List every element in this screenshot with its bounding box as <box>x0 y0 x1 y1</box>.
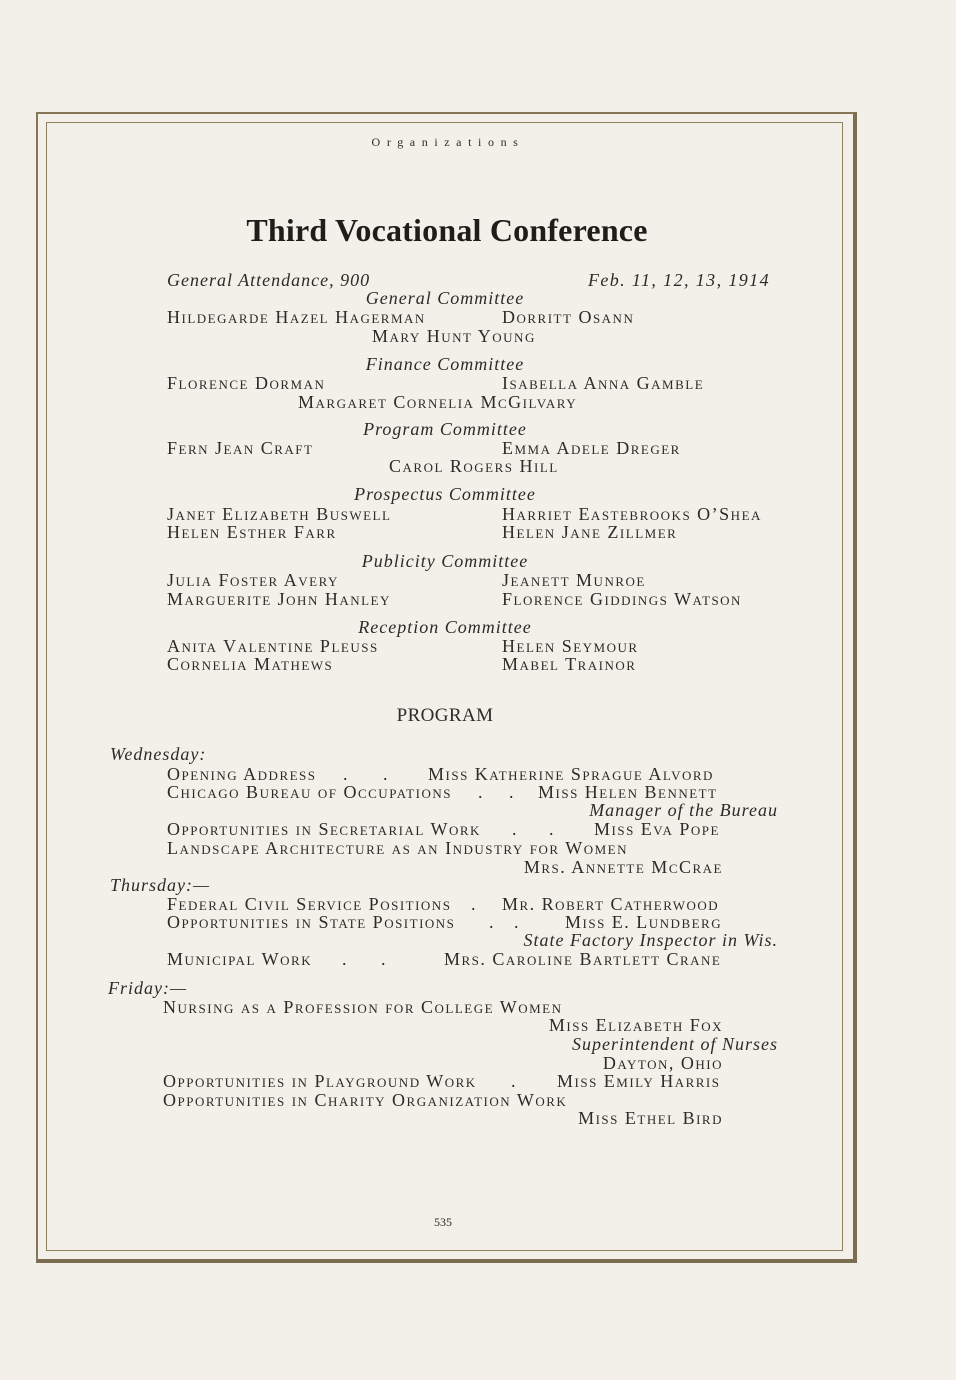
dot-leader: . <box>511 1071 516 1091</box>
committee-member: Florence Dorman <box>167 373 326 393</box>
page-title: Third Vocational Conference <box>246 212 648 248</box>
conference-dates: Feb. 11, 12, 13, 1914 <box>587 270 770 290</box>
committee-member: Helen Jane Zillmer <box>502 522 678 542</box>
committee-member: Jeanett Munroe <box>502 570 646 590</box>
program-heading: PROGRAM <box>396 705 494 726</box>
committee-member: Florence Giddings Watson <box>502 589 742 609</box>
dot-leader: . <box>471 894 476 914</box>
committee-member: Mary Hunt Young <box>372 326 536 346</box>
committee-member: Isabella Anna Gamble <box>502 373 705 393</box>
program-item-title: Opportunities in Playground Work <box>163 1071 477 1091</box>
dot-leader: . . <box>512 819 554 839</box>
attendance: General Attendance, 900 <box>167 270 371 290</box>
speaker-title: State Factory Inspector in Wis. <box>523 930 778 950</box>
program-day-label: Wednesday: <box>110 744 207 764</box>
committee-member: Dorritt Osann <box>502 307 635 327</box>
speaker-title: Manager of the Bureau <box>589 800 778 820</box>
speaker-location: Dayton, Ohio <box>602 1053 723 1073</box>
committee-member: Anita Valentine Pleuss <box>167 636 379 656</box>
committee-member: Emma Adele Dreger <box>502 438 681 458</box>
committee-member: Julia Foster Avery <box>167 570 339 590</box>
committee-member: Hildegarde Hazel Hagerman <box>167 307 426 327</box>
committee-member: Mabel Trainor <box>502 654 637 674</box>
dot-leader: . . <box>342 949 386 969</box>
program-item-speaker: Miss E. Lundberg <box>565 912 723 932</box>
program-item-title: Opportunities in Secretarial Work <box>167 819 481 839</box>
committee-heading: Finance Committee <box>365 354 525 374</box>
program-item-speaker: Miss Elizabeth Fox <box>548 1015 723 1035</box>
committee-member: Cornelia Mathews <box>167 654 334 674</box>
program-item-title: Nursing as a Profession for College Women <box>163 997 563 1017</box>
committee-heading: Publicity Committee <box>361 551 529 571</box>
committee-heading: Prospectus Committee <box>354 484 536 504</box>
program-item-speaker: Mrs. Annette McCrae <box>523 857 723 877</box>
section-header: Organizations <box>371 135 525 149</box>
program-item-speaker: Mrs. Caroline Bartlett Crane <box>444 949 722 969</box>
committee-heading: General Committee <box>365 288 525 308</box>
committee-heading: Program Committee <box>363 419 527 439</box>
program-day-label: Thursday:— <box>110 875 211 895</box>
program-item-title: Opportunities in State Positions <box>167 912 456 932</box>
dot-leader: . . <box>343 764 388 784</box>
committee-member: Carol Rogers Hill <box>389 456 559 476</box>
page-number: 535 <box>434 1215 452 1229</box>
program-item-speaker: Miss Eva Pope <box>594 819 720 839</box>
committee-member: Fern Jean Craft <box>167 438 314 458</box>
committee-heading: Reception Committee <box>358 617 532 637</box>
speaker-title: Superintendent of Nurses <box>572 1034 778 1054</box>
program-item-title: Federal Civil Service Positions <box>167 894 452 914</box>
program-item-title: Opportunities in Charity Organization Work <box>163 1090 568 1110</box>
program-item-speaker: Mr. Robert Catherwood <box>502 894 720 914</box>
committee-member: Margaret Cornelia McGilvary <box>298 392 578 412</box>
committee-member: Helen Esther Farr <box>167 522 337 542</box>
committee-member: Helen Seymour <box>502 636 639 656</box>
dot-leader: . . <box>489 912 519 932</box>
program-item-speaker: Miss Emily Harris <box>557 1071 721 1091</box>
program-item-speaker: Miss Ethel Bird <box>578 1108 723 1128</box>
committee-member: Marguerite John Hanley <box>167 589 391 609</box>
committee-member: Janet Elizabeth Buswell <box>167 504 392 524</box>
program-item-speaker: Miss Katherine Sprague Alvord <box>428 764 714 784</box>
program-day-label: Friday:— <box>108 978 187 998</box>
program-item-title: Landscape Architecture as an Industry for Women <box>167 838 628 858</box>
committee-member: Harriet Eastebrooks O’Shea <box>502 504 762 524</box>
program-item-speaker: Miss Helen Bennett <box>538 782 718 802</box>
program-item-title: Chicago Bureau of Occupations <box>167 782 452 802</box>
program-item-title: Opening Address <box>167 764 317 784</box>
program-item-title: Municipal Work <box>167 949 313 969</box>
dot-leader: . . <box>478 782 514 802</box>
